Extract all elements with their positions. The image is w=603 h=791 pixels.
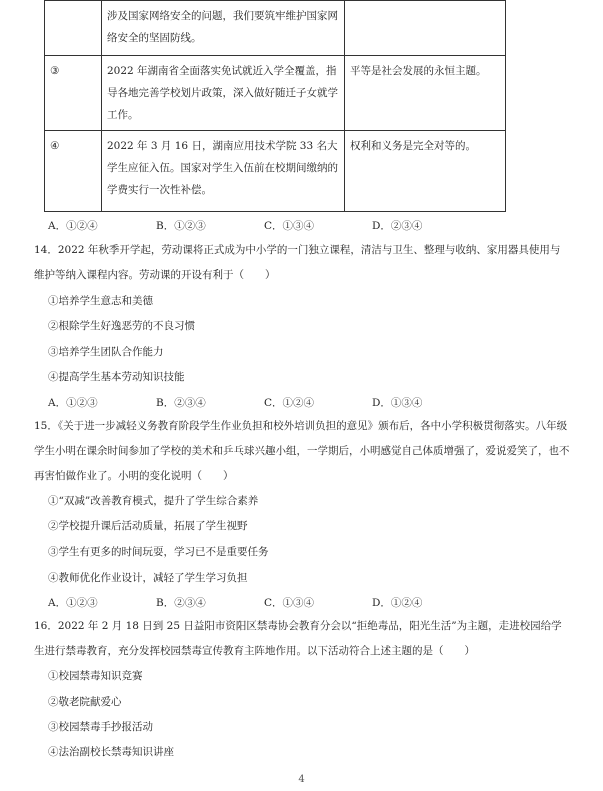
option-d: D．②③④ <box>372 220 423 232</box>
row-number: ③ <box>45 56 102 131</box>
q15-item-1: ①“双减”改善教育模式，提升了学生综合素养 <box>48 495 259 507</box>
option-a: A．①②③ <box>48 597 98 609</box>
option-a: A．①②③ <box>48 397 98 409</box>
row-number: ④ <box>45 131 102 212</box>
option-d: D．①③④ <box>372 397 423 409</box>
row-number <box>45 1 102 56</box>
q15-item-4: ④教师优化作业设计，减轻了学生学习负担 <box>48 572 248 584</box>
option-c: C．①②④ <box>264 397 315 409</box>
q16-item-2: ②敬老院献爱心 <box>48 696 122 708</box>
row-judgement: 平等是社会发展的永恒主题。 <box>345 56 506 131</box>
q14-item-2: ②根除学生好逸恶劳的不良习惯 <box>48 320 195 332</box>
question-14-stem: 14．2022 年秋季开学起，劳动课将正式成为中小学的一门独立课程，清洁与卫生、整理与收纳、家用器具使用与维护等纳入课程内容。劳动课的开设有利于（ ） <box>34 244 561 281</box>
q15-item-2: ②学校提升课后活动质量，拓展了学生视野 <box>48 520 248 532</box>
option-a: A．①②④ <box>48 220 98 232</box>
row-material: 2022 年湖南省全面落实免试就近入学全覆盖，指导各地完善学校划片政策，深入做好随迁子女就学工作。 <box>102 56 345 131</box>
option-b: B．②③④ <box>156 397 206 409</box>
q14-item-3: ③培养学生团队合作能力 <box>48 346 164 358</box>
q16-item-1: ①校园禁毒知识竞赛 <box>48 670 143 682</box>
table-row <box>45 131 506 212</box>
table-row <box>45 56 506 131</box>
q16-item-3: ③校园禁毒手抄报活动 <box>48 721 153 733</box>
option-d: D．①②④ <box>372 597 423 609</box>
q14-options <box>48 395 480 410</box>
question-16-stem: 16．2022 年 2 月 18 日到 25 日益阳市资阳区禁毒协会教育分会以“拒绝毒品，阳光生活”为主题，走进校园给学生进行禁毒教育，充分发挥校园禁毒宣传教育主阵地作用。以下活动符合上述主题的是（ ） <box>34 620 562 657</box>
q15-item-3: ③学生有更多的时间玩耍，学习已不是重要任务 <box>48 546 269 558</box>
row-material: 2022 年 3 月 16 日，湖南应用技术学院 33 名大学生应征入伍。国家对学生入伍前在校期间缴纳的学费实行一次性补偿。 <box>102 131 345 212</box>
page-number: 4 <box>298 774 305 785</box>
q15-options <box>48 595 480 610</box>
q14-item-4: ④提高学生基本劳动知识技能 <box>48 371 185 383</box>
q14-item-1: ①培养学生意志和美德 <box>48 295 153 307</box>
option-b: B．①②③ <box>156 220 206 232</box>
option-c: C．①③④ <box>264 597 315 609</box>
question-15-stem: 15．《关于进一步减轻义务教育阶段学生作业负担和校外培训负担的意见》颁布后，各中小学积极贯彻落实。八年级学生小明在课余时间参加了学校的美术和乒乓球兴趣小组，一学期后，小明感觉自己体质增强了，爱说爱笑了，也不再害怕做作业了。小明的变化说明（ ） <box>34 420 570 482</box>
q16-item-4: ④法治副校长禁毒知识讲座 <box>48 746 174 758</box>
question-13-table <box>44 0 506 212</box>
option-b: B．②③④ <box>156 597 206 609</box>
row-judgement: 权利和义务是完全对等的。 <box>345 131 506 212</box>
q13-options <box>48 218 480 233</box>
row-judgement <box>345 1 506 56</box>
table-row <box>45 1 506 56</box>
row-material: 涉及国家网络安全的问题，我们要筑牢维护国家网络安全的坚固防线。 <box>102 1 345 56</box>
option-c: C．①③④ <box>264 220 315 232</box>
